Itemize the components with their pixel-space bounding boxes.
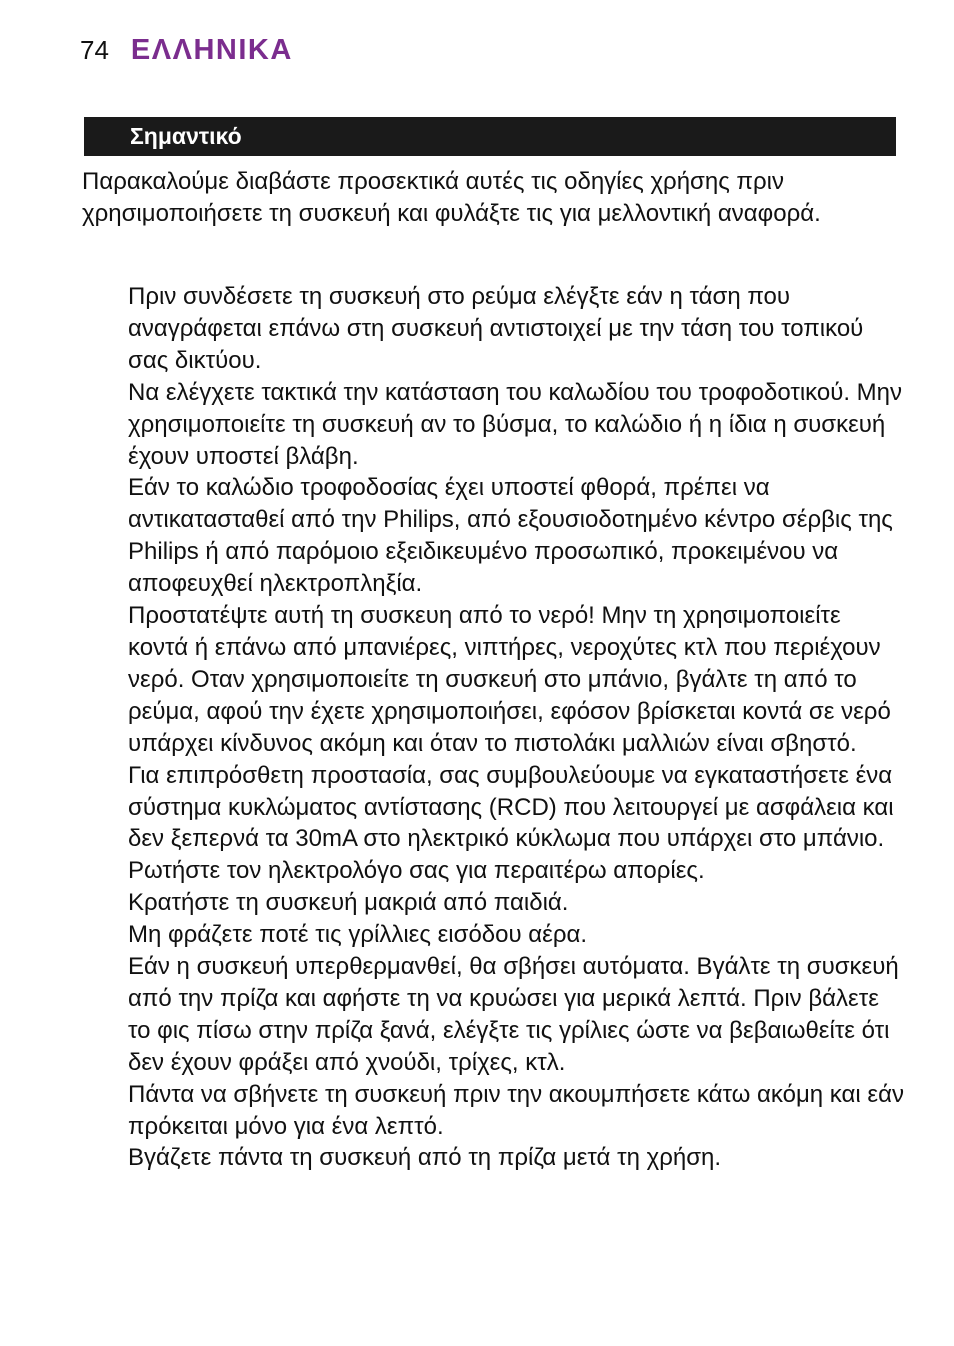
page-header — [80, 34, 293, 74]
section-heading-bar — [84, 117, 896, 156]
page-number: 74 — [80, 35, 109, 65]
warning-item: Πριν συνδέσετε τη συσκευή στο ρεύμα ελέγξτε εάν η τάση που αναγράφεται επάνω στη συσκευή αντιστοιχεί με την τάση του τοπικού σας δικτύου. — [128, 283, 864, 374]
warning-item: Εάν η συσκευή υπερθερμανθεί, θα σβήσει αυτόματα. Βγάλτε τη συσκευή από την πρίζα και αφήστε τη να κρυώσει για μερικά λεπτά. Πριν βάλετε το φις πίσω στην πρίζα ξανά, ελέγξτε τις γρίλιες ώστε να βεβαιωθείτε ότι δεν έχουν φράξει από χνούδι, τρίχες, κτλ. — [128, 953, 899, 1076]
warning-item: Πάντα να σβήνετε τη συσκευή πριν την ακουμπήσετε κάτω ακόμη και εάν πρόκειται μόνο για ένα λεπτό. — [128, 1080, 904, 1140]
warning-item: Κρατήστε τη συσκευή μακριά από παιδιά. — [128, 889, 569, 917]
warning-item: Να ελέγχετε τακτικά την κατάσταση του καλωδίου του τροφοδοτικού. Μην χρησιμοποιείτε τη συσκευή αν το βύσμα, το καλώδιο ή η ίδια η συσκευή έχουν υποστεί βλάβη. — [128, 378, 903, 470]
warning-item: Εάν το καλώδιο τροφοδοσίας έχει υποστεί φθορά, πρέπει να αντικατασταθεί από την Philips, από εξουσιοδοτημένο κέντρο σέρβις της Philips ή από παρόμοιο εξειδικευμένο προσωπικό, προκειμένου να αποφευχθεί ηλεκτροπληξία. — [128, 474, 893, 598]
language-label: ΕΛΛΗΝΙΚΑ — [130, 34, 293, 66]
warning-item: Μη φράζετε ποτέ τις γρίλλιες εισόδου αέρα. — [128, 921, 588, 949]
section-title: Σημαντικό — [130, 123, 242, 149]
warnings-list — [128, 281, 904, 1174]
warning-item: Για επιπρόσθετη προστασία, σας συμβουλεύουμε να εγκαταστήσετε ένα σύστημα κυκλώματος αντίστασης (RCD) που λειτουργεί με ασφάλεια και δεν ξεπερνά τα 30mA στο ηλεκτρικό κύκλωμα που υπάρχει στο μπάνιο. Ρωτήστε τον ηλεκτρολόγο σας για περαιτέρω απορίες. — [128, 761, 894, 885]
warning-item: Βγάζετε πάντα τη συσκευή από τη πρίζα μετά τη χρήση. — [128, 1144, 722, 1172]
intro-paragraph: Παρακαλούμε διαβάστε προσεκτικά αυτές τις οδηγίες χρήσης πριν χρησιμοποιήσετε τη συσκευή και φυλάξτε τις για μελλοντική αναφορά. — [82, 168, 821, 227]
warning-item: Προστατέψτε αυτή τη συσκευη από το νερό! Μην τη χρησιμοποιείτε κοντά ή επάνω από μπανιέρες, νιπτήρες, νεροχύτες κτλ που περιέχουν νερό. Οταν χρησιμοποιείτε τη συσκευή στο μπάνιο, βγάλτε τη από το ρεύμα, αφού την έχετε χρησιμοποιήσει, εφόσον βρίσκεται κοντά σε νερό υπάρχει κίνδυνος ακόμη και όταν το πιστολάκι μαλλιών είναι σβηστό. — [128, 602, 891, 757]
